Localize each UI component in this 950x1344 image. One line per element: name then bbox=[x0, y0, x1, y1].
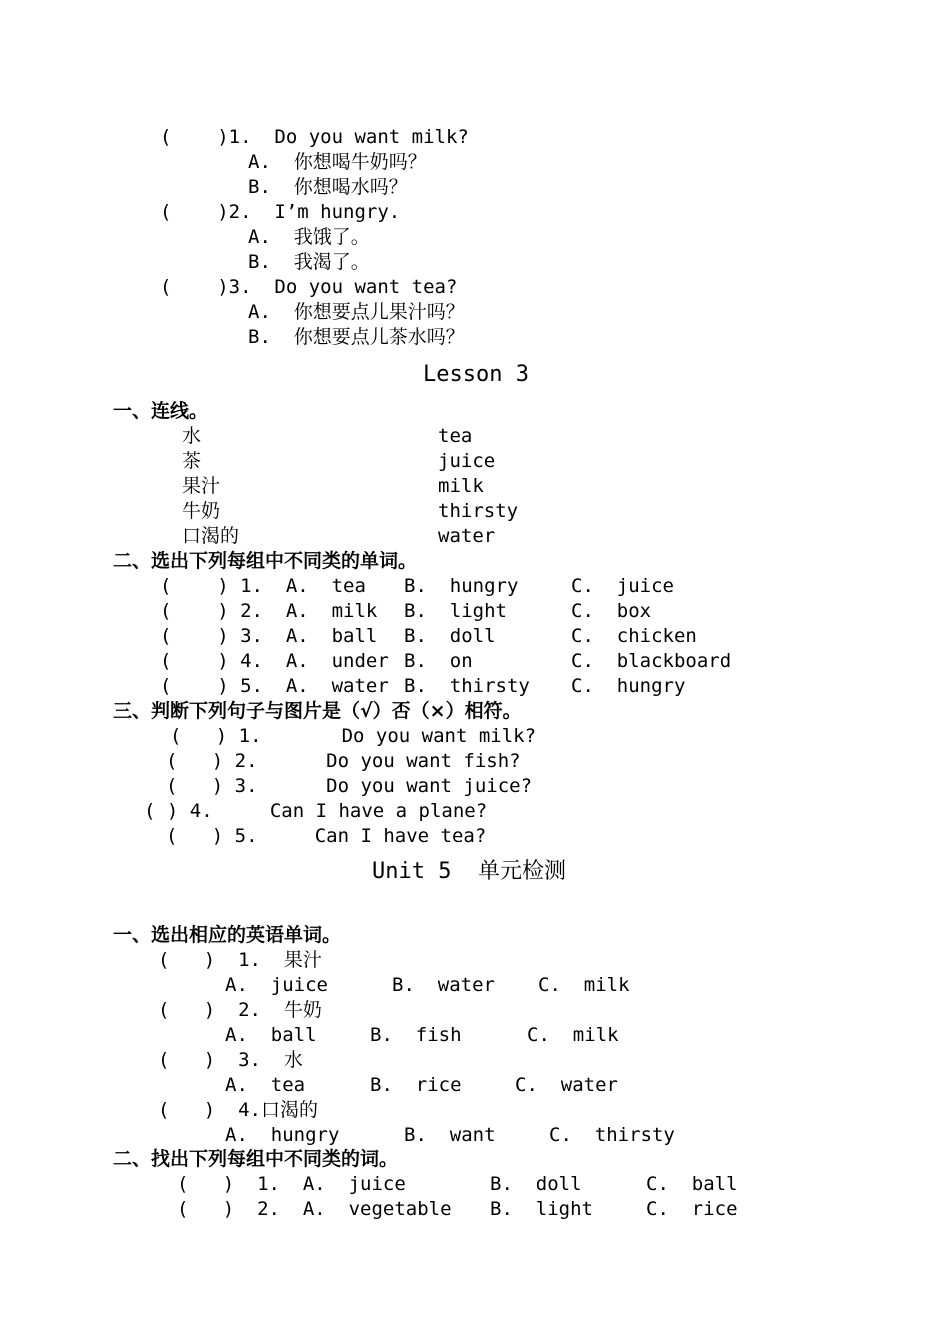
question-3-option-a: A. 你想要点儿果汁吗？ bbox=[248, 301, 465, 323]
section-3-heading: 三、判断下列句子与图片是（√）否（×）相符。 bbox=[113, 700, 522, 722]
question-2: ( )2. I’m hungry. bbox=[160, 201, 401, 223]
option-a: A. juice bbox=[225, 974, 328, 996]
option-c: C. ball bbox=[646, 1173, 738, 1195]
match-left-item: 果汁 bbox=[182, 475, 221, 497]
odd-one-out-row: ( ) 3. A. ball bbox=[160, 625, 378, 647]
unit5-section-1-heading: 一、选出相应的英语单词。 bbox=[113, 924, 342, 946]
option-c: C. rice bbox=[646, 1198, 738, 1220]
match-left-item: 水 bbox=[182, 425, 202, 447]
judge-row: ( ) 2. Do you want fish? bbox=[166, 750, 521, 772]
judge-row: ( ) 1. Do you want milk? bbox=[170, 725, 537, 747]
option-b: B. rice bbox=[370, 1074, 462, 1096]
odd-one-out-row: ( ) 2. A. milk bbox=[160, 600, 378, 622]
option-c: C. chicken bbox=[571, 625, 697, 647]
section-1-heading: 一、连线。 bbox=[113, 400, 209, 422]
option-c: C. milk bbox=[538, 974, 630, 996]
question-1: ( )1. Do you want milk? bbox=[160, 126, 469, 148]
unit5-question: ( ) 4.口渴的 bbox=[158, 1099, 318, 1121]
odd-one-out-row: ( ) 4. A. under bbox=[160, 650, 389, 672]
unit-5-title: Unit 5 单元检测 bbox=[372, 859, 566, 884]
question-1-option-b: B. 你想喝水吗？ bbox=[248, 176, 408, 198]
match-left-item: 茶 bbox=[182, 450, 202, 472]
question-3: ( )3. Do you want tea? bbox=[160, 276, 458, 298]
odd-one-out-row: ( ) 5. A. water bbox=[160, 675, 389, 697]
odd-one-out-row: ( ) 1. A. tea bbox=[160, 575, 366, 597]
lesson-3-title: Lesson 3 bbox=[423, 362, 529, 387]
option-a: A. ball bbox=[225, 1024, 317, 1046]
question-3-option-b: B. 你想要点儿茶水吗？ bbox=[248, 326, 465, 348]
option-b: B. doll bbox=[404, 625, 496, 647]
option-c: C. water bbox=[515, 1074, 618, 1096]
odd-one-out-row: ( ) 2. A. vegetable bbox=[177, 1198, 452, 1220]
unit5-question: ( ) 2. 牛奶 bbox=[158, 999, 322, 1021]
option-b: B. water bbox=[392, 974, 495, 996]
option-b: B. light bbox=[404, 600, 507, 622]
odd-one-out-row: ( ) 1. A. juice bbox=[177, 1173, 406, 1195]
unit5-question: ( ) 3. 水 bbox=[158, 1049, 303, 1071]
unit5-question: ( ) 1. 果汁 bbox=[158, 949, 322, 971]
option-b: B. thirsty bbox=[404, 675, 530, 697]
option-b: B. light bbox=[490, 1198, 593, 1220]
option-c: C. juice bbox=[571, 575, 674, 597]
match-right-item: thirsty bbox=[438, 500, 519, 522]
option-c: C. thirsty bbox=[549, 1124, 675, 1146]
judge-row: ( ) 4. Can I have a plane? bbox=[144, 800, 488, 822]
option-c: C. box bbox=[571, 600, 652, 622]
match-right-item: tea bbox=[438, 425, 473, 447]
option-b: B. hungry bbox=[404, 575, 519, 597]
option-c: C. milk bbox=[527, 1024, 619, 1046]
option-c: C. hungry bbox=[571, 675, 686, 697]
question-2-option-a: A. 我饿了。 bbox=[248, 226, 370, 248]
option-a: A. hungry bbox=[225, 1124, 340, 1146]
option-b: B. on bbox=[404, 650, 473, 672]
option-b: B. doll bbox=[490, 1173, 582, 1195]
question-2-option-b: B. 我渴了。 bbox=[248, 251, 370, 273]
match-right-item: juice bbox=[438, 450, 496, 472]
option-a: A. tea bbox=[225, 1074, 306, 1096]
section-2-heading: 二、选出下列每组中不同类的单词。 bbox=[113, 550, 418, 572]
option-b: B. fish bbox=[370, 1024, 462, 1046]
option-b: B. want bbox=[404, 1124, 496, 1146]
match-right-item: water bbox=[438, 525, 496, 547]
option-c: C. blackboard bbox=[571, 650, 732, 672]
unit5-section-2-heading: 二、找出下列每组中不同类的词。 bbox=[113, 1148, 399, 1170]
question-1-option-a: A. 你想喝牛奶吗？ bbox=[248, 151, 427, 173]
match-right-item: milk bbox=[438, 475, 484, 497]
judge-row: ( ) 3. Do you want juice? bbox=[166, 775, 533, 797]
judge-row: ( ) 5. Can I have tea? bbox=[166, 825, 487, 847]
match-left-item: 牛奶 bbox=[182, 500, 221, 522]
match-left-item: 口渴的 bbox=[182, 525, 240, 547]
